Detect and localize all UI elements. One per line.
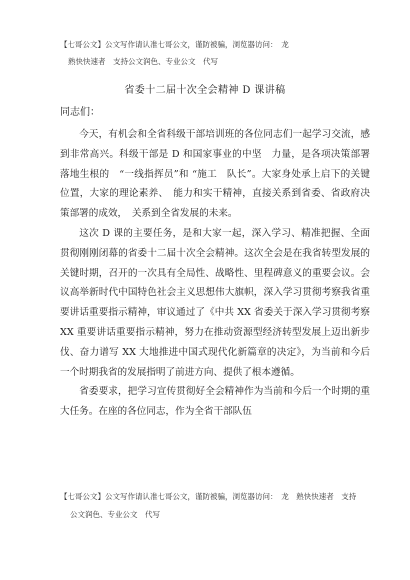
paragraph: 今天，有机会和全省科级干部培训班的各位同志们一起学习交流，感到非常高兴。科级干部是 D 和国家事业的中坚 力量，是各项决策部署落地生根的 “一线指挥员”和 “施工 队长”。大家身处承上启下的关键位置，大家的理论素养、 能力和实干精神，直接关系到省委、省政府决策部署的成效， 关系到全省发展的未来。 xyxy=(60,129,370,220)
footer-line-1: 【七哥公文】公文写作请认准七哥公文，谨防被骗，浏览器访问： 龙 熟快快速者 支持 xyxy=(60,492,357,501)
page-header xyxy=(60,36,360,70)
header-line-2: 熟快快速者 支持公文润色、专业公文 代写 xyxy=(68,57,218,66)
paragraph: 这次 D 课的主要任务，是和大家一起，深入学习、精准把握、全面贯彻刚刚闭幕的省委十二届十次全会精神。这次全会是在我省转型发展的关键时期，召开的一次具有全局性、战略性、里程碑意义的重要会议。会议高举新时代中国特色社会主义思想伟大旗帜，深入学习贯彻考察我省重要讲话重要指示精神，审议通过了《中共 XX 省委关于深入学习贯彻考察 XX 重要讲话重要指示精神，努力在推动资源型经济转型发展上迈出新步伐、奋力谱写 XX 大地推进中国式现代化新篇章的决定》，为当前和今后一个时期我省的发展指明了前进方向、提供了根本遵循。 xyxy=(60,227,370,378)
footer-line-2: 公文润色、专业公文 代写 xyxy=(70,510,160,519)
document-body xyxy=(60,125,370,422)
page-footer xyxy=(60,488,360,524)
header-line-1: 【七哥公文】公文写作请认准七哥公文，谨防被骗，浏览器访问： 龙 xyxy=(60,40,289,49)
document-title: 省委十二届十次全会精神 D 课讲稿 xyxy=(124,85,286,96)
paragraph: 省委要求，把学习宣传贯彻好全会精神作为当前和今后一个时期的重大任务。在座的各位同志，作为全省干部队伍 xyxy=(60,386,370,418)
greeting: 同志们： xyxy=(60,107,100,118)
